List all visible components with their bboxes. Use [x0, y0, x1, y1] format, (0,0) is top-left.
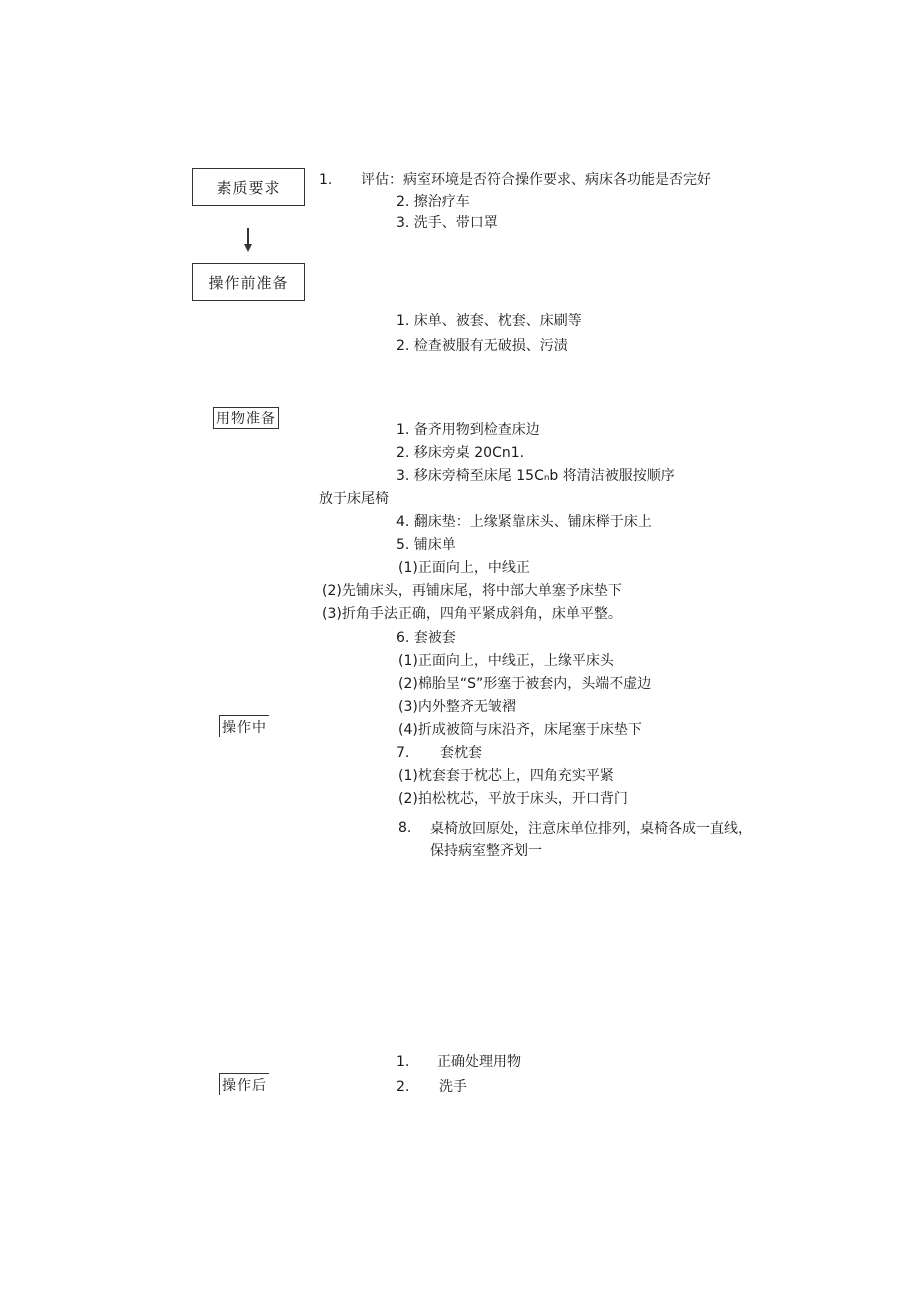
step-line: 4. 翻床垫：上缘紧靠床头、铺床榉于床上 — [396, 514, 652, 530]
step-line: (3)折角手法正确，四角平紧成斜角，床单平整。 — [322, 606, 622, 622]
quality-item-1-number: 1. — [319, 172, 333, 188]
after-operation-box — [219, 1073, 269, 1095]
step-line: (2)棉胎呈“S”形塞于被套内，头端不虚边 — [398, 676, 652, 692]
step-line: 2. 移床旁桌 20Cn1. — [396, 445, 525, 461]
quality-item-1 — [319, 170, 711, 190]
after-item-1-number: 1. — [396, 1054, 410, 1070]
step-line: 5. 铺床单 — [396, 537, 456, 553]
after-item-1 — [396, 1052, 521, 1072]
pre-operation-prep-box — [192, 263, 305, 301]
prep-item-2: 2. 检查被服有无破损、污渍 — [396, 338, 568, 354]
step-line: 1. 备齐用物到检查床边 — [396, 422, 540, 438]
step-7-text: 套枕套 — [440, 745, 482, 761]
down-arrow-icon — [247, 228, 249, 252]
after-item-2-number: 2. — [396, 1079, 410, 1095]
step-line: (4)折成被筒与床沿齐，床尾塞于床垫下 — [398, 722, 642, 738]
prep-item-1: 1. 床单、被套、枕套、床刷等 — [396, 313, 582, 329]
step-line: (3)内外整齐无皱褶 — [398, 699, 516, 715]
after-item-1-text: 正确处理用物 — [437, 1054, 521, 1070]
step-line: 3. 移床旁椅至床尾 15Cₙb 将清洁被服按顺序 — [396, 468, 675, 484]
step-line: (1)正面向上，中线正 — [398, 560, 530, 576]
after-item-2 — [396, 1077, 467, 1097]
quality-item-3: 3. 洗手、带口罩 — [396, 215, 498, 231]
materials-prep-box — [213, 407, 279, 429]
step-line: 6. 套被套 — [396, 630, 456, 646]
step-8-number: 8. — [398, 820, 412, 836]
step-8 — [398, 818, 758, 862]
materials-prep-label: 用物准备 — [216, 411, 276, 427]
during-operation-label: 操作中 — [222, 719, 267, 736]
step-line: (2)拍松枕芯，平放于床头，开口背门 — [398, 791, 628, 807]
quality-item-2: 2. 擦治疗车 — [396, 194, 470, 210]
quality-requirements-box — [192, 168, 305, 206]
step-7-number: 7. — [396, 745, 410, 761]
step-line: (2)先铺床头，再铺床尾，将中部大单塞予床垫下 — [322, 583, 622, 599]
step-line — [396, 743, 482, 763]
quality-requirements-label: 素质要求 — [216, 178, 281, 197]
after-item-2-text: 洗手 — [439, 1079, 467, 1095]
step-8-text: 桌椅放回原处，注意床单位排列，桌椅各成一直线，保持病室整齐划一 — [430, 821, 752, 859]
step-line: 放于床尾椅 — [319, 491, 389, 507]
pre-operation-prep-label: 操作前准备 — [208, 273, 289, 292]
quality-item-1-text: 评估：病室环境是否符合操作要求、病床各功能是否完好 — [361, 172, 711, 188]
step-line: (1)正面向上，中线正，上缘平床头 — [398, 653, 614, 669]
after-operation-label: 操作后 — [222, 1077, 267, 1094]
step-line: (1)枕套套于枕芯上，四角充实平紧 — [398, 768, 614, 784]
during-operation-box — [219, 715, 269, 737]
